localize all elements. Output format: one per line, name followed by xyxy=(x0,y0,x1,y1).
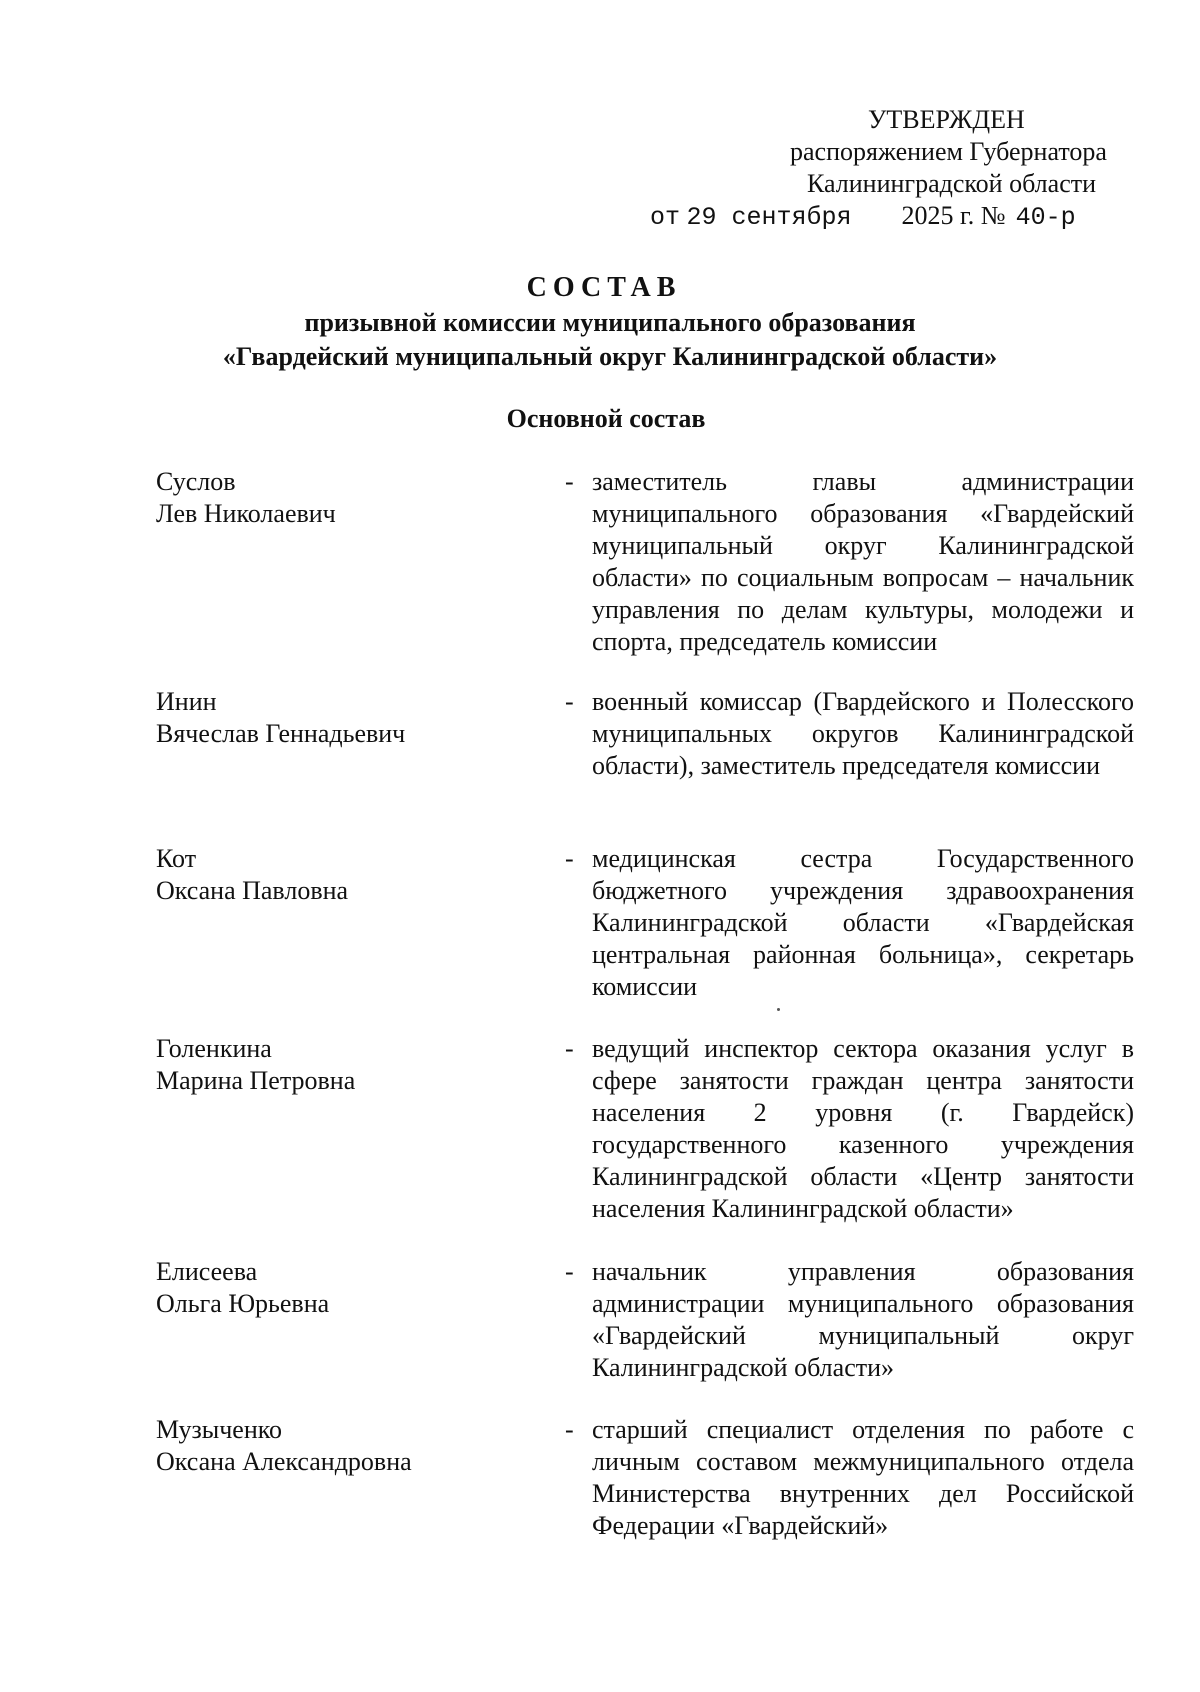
document-title xyxy=(0,270,1200,374)
dash: - xyxy=(565,1257,574,1286)
date-value: 29 сентября xyxy=(686,203,852,232)
member-surname: Музыченко xyxy=(156,1415,283,1444)
member-name xyxy=(156,686,536,750)
member-role: начальник управления образования администрации муниципального образования «Гвардейский муниципальный округ Калининградской области» xyxy=(592,1257,1134,1382)
member-given-name: Оксана Павловна xyxy=(156,876,349,905)
member-given-name: Марина Петровна xyxy=(156,1066,356,1095)
title-main: СОСТАВ xyxy=(526,272,682,303)
member-surname: Кот xyxy=(156,844,197,873)
member-role: медицинская сестра Государственного бюджетного учреждения здравоохранения Калининградской области «Гвардейская центральная районная больница», секретарь комиссии xyxy=(592,844,1134,1001)
approval-region: Калининградской области xyxy=(807,169,1097,198)
date-year: 2025 г. № xyxy=(901,201,1006,230)
dash: - xyxy=(565,467,574,496)
member-surname: Инин xyxy=(156,687,217,716)
dash: - xyxy=(565,1034,574,1063)
approval-basis: распоряжением Губернатора xyxy=(790,137,1107,166)
section-heading: Основной состав xyxy=(506,404,706,433)
member-name xyxy=(156,1033,536,1097)
scan-speck xyxy=(777,1008,780,1011)
member-role: военный комиссар (Гвардейского и Полесского муниципальных округов Калининградской области), заместитель председателя комиссии xyxy=(592,687,1134,780)
member-name xyxy=(156,466,536,530)
member-given-name: Оксана Александровна xyxy=(156,1447,412,1476)
date-prefix: от xyxy=(650,203,681,232)
member-role: старший специалист отделения по работе с личным составом межмуниципального отдела Министерства внутренних дел Российской Федерации «Гвардейский» xyxy=(592,1415,1134,1540)
member-given-name: Вячеслав Геннадьевич xyxy=(156,719,406,748)
dash: - xyxy=(565,844,574,873)
approval-stamp xyxy=(600,104,1160,234)
member-role: заместитель главы администрации муниципального образования «Гвардейский муниципальный округ Калининградской области» по социальным вопросам – начальник управления по делам культуры, молодежи и спорта, председатель комиссии xyxy=(592,467,1134,656)
member-given-name: Ольга Юрьевна xyxy=(156,1289,330,1318)
order-number: 40-р xyxy=(1015,203,1076,232)
member-name xyxy=(156,843,536,907)
member-given-name: Лев Николаевич xyxy=(156,499,336,528)
member-name xyxy=(156,1256,536,1320)
member-name xyxy=(156,1414,536,1478)
member-surname: Голенкина xyxy=(156,1034,272,1063)
approval-date-line xyxy=(600,200,1160,234)
title-line-2: «Гвардейский муниципальный округ Калининградской области» xyxy=(222,342,998,371)
approval-title: УТВЕРЖДЕН xyxy=(868,105,1025,134)
member-role: ведущий инспектор сектора оказания услуг в сфере занятости граждан центра занятости населения 2 уровня (г. Гвардейск) государственного казенного учреждения Калининградской области «Центр занятости населения Калининградской области» xyxy=(592,1034,1134,1223)
title-line-1: призывной комиссии муниципального образования xyxy=(304,308,916,337)
dash: - xyxy=(565,687,574,716)
member-surname: Суслов xyxy=(156,467,236,496)
member-surname: Елисеева xyxy=(156,1257,258,1286)
dash: - xyxy=(565,1415,574,1444)
